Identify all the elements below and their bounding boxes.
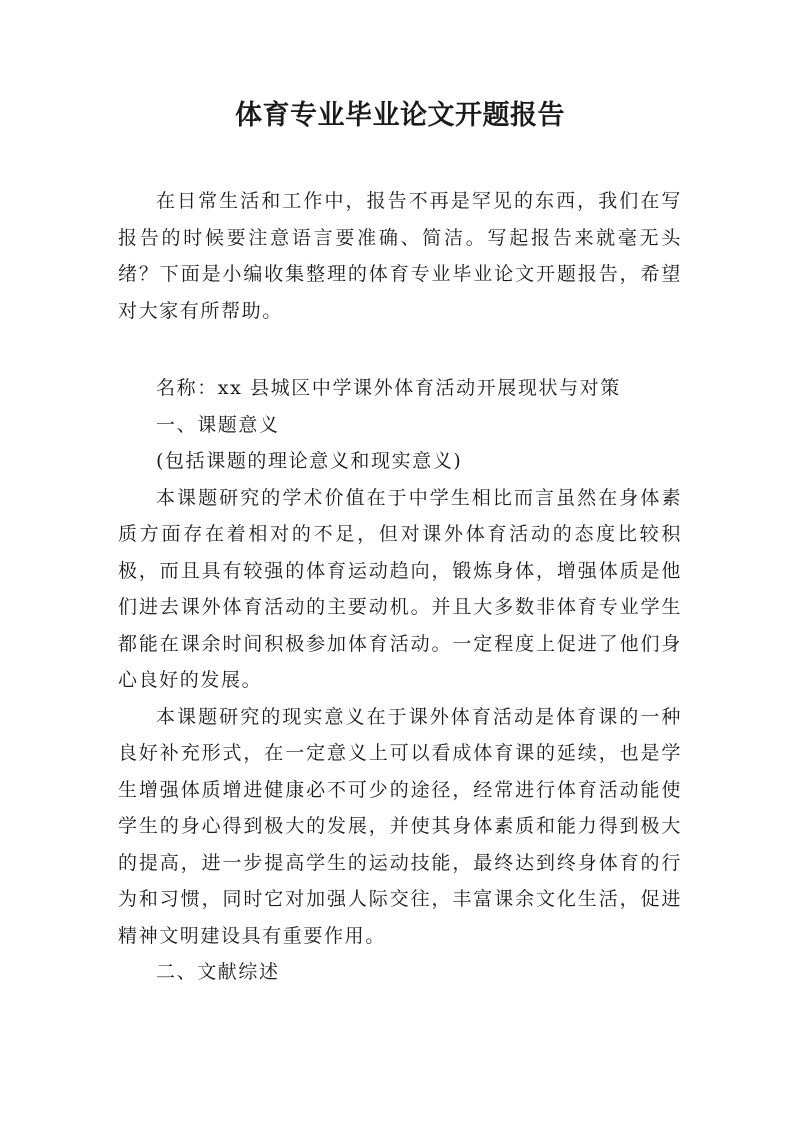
document-title: 体育专业毕业论文开题报告 [235, 100, 565, 131]
intro-section [118, 183, 682, 329]
intro-paragraph: 在日常生活和工作中，报告不再是罕见的东西，我们在写报告的时候要注意语言要准确、简洁。写起报告来就毫无头绪？下面是小编收集整理的体育专业毕业论文开题报告，希望对大家有所帮助。 [118, 190, 682, 322]
main-section [118, 370, 682, 991]
theory-significance-paragraph: 本课题研究的学术价值在于中学生相比而言虽然在身体素质方面存在着相对的不足，但对课外体育活动的态度比较积极，而且具有较强的体育运动趋向，锻炼身体，增强体质是他们进去课外体育活动的主要动机。并且大多数非体育专业学生都能在课余时间积极参加体育活动。一定程度上促进了他们身心良好的发展。 [118, 486, 682, 691]
topic-name-line: 名称：xx 县城区中学课外体育活动开展现状与对策 [156, 377, 621, 399]
section-note: (包括课题的理论意义和现实意义) [156, 450, 463, 472]
section-heading-significance: 一、课题意义 [156, 413, 280, 436]
practical-significance-paragraph: 本课题研究的现实意义在于课外体育活动是体育课的一种良好补充形式，在一定意义上可以看成体育课的延续，也是学生增强体质增进健康必不可少的途径，经常进行体育活动能使学生的身心得到极大的发展，并使其身体素质和能力得到极大的提高，进一步提高学生的运动技能，最终达到终身体育的行为和习惯，同时它对加强人际交往，丰富课余文化生活，促进精神文明建设具有重要作用。 [118, 705, 682, 947]
section-heading-literature-review: 二、文献综述 [156, 961, 280, 983]
